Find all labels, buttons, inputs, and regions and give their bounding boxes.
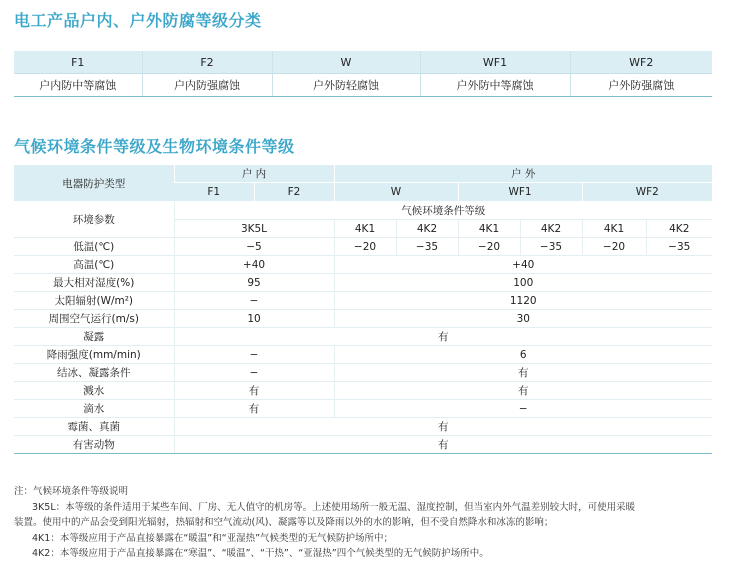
note-4k2: 4K2：本等级应用于产品直接暴露在“寒温”、“暖温”、“干热”、“亚湿热”四个气候类型的无气候防护场所中。: [32, 548, 489, 559]
table-row: [14, 256, 712, 274]
table-cell: 有: [334, 364, 712, 382]
row-label: 高温(℃): [14, 256, 174, 274]
climate-grade-label: 气候环境条件等级: [174, 202, 712, 220]
table-row: [14, 346, 712, 364]
table-cell: 户内防强腐蚀: [142, 74, 272, 97]
table-cell: 户内防中等腐蚀: [14, 74, 142, 97]
table-cell: −: [334, 400, 712, 418]
note-4k1: 4K1：本等级应用于产品直接暴露在“暖温”和“亚湿热”气候类型的无气候防护场所中；: [32, 532, 394, 544]
row-label: 凝露: [14, 328, 174, 346]
table-cell: 有: [174, 418, 712, 436]
table-cell: 有: [174, 328, 712, 346]
header-cell: F2: [254, 183, 334, 202]
note-3k5l: 3K5L：本等级的条件适用于某些车间、厂房、无人值守的机房等。上述使用场所一般无温、湿度控制，但当室内外气温差别较大时，可使用采暖: [32, 501, 636, 513]
header-protection-type: 电器防护类型: [14, 165, 174, 202]
table-cell: 10: [174, 310, 334, 328]
table-cell: 100: [334, 274, 712, 292]
table-cell: 4K1: [582, 220, 646, 238]
table-cell: 户外防强腐蚀: [570, 74, 712, 97]
table-cell: 6: [334, 346, 712, 364]
table-cell: 3K5L: [174, 220, 334, 238]
section-title-corrosion: 电工产品户内、户外防腐等级分类: [14, 11, 262, 30]
notes-block: [14, 484, 736, 562]
table-cell: −20: [334, 238, 396, 256]
table-row: [14, 292, 712, 310]
table-cell: 4K2: [396, 220, 458, 238]
table-cell: −35: [646, 238, 712, 256]
row-label: 周围空气运行(m/s): [14, 310, 174, 328]
header-cell: WF2: [570, 51, 712, 74]
row-label: 低温(℃): [14, 238, 174, 256]
env-param-label: 环境参数: [14, 202, 174, 238]
table-cell: 户外防中等腐蚀: [420, 74, 570, 97]
table-cell: −: [174, 292, 334, 310]
notes-heading: 注：气候环境条件等级说明: [14, 486, 129, 497]
row-label: 霉菌、真菌: [14, 418, 174, 436]
table-row: [14, 274, 712, 292]
header-indoor: 户 内: [174, 165, 334, 183]
table-row: [14, 74, 712, 97]
table-cell: 有: [334, 382, 712, 400]
table-cell: −20: [458, 238, 520, 256]
table-row: [14, 238, 712, 256]
table-cell: 4K2: [646, 220, 712, 238]
table-row: [14, 400, 712, 418]
table-row: [14, 418, 712, 436]
corrosion-grade-table: [14, 51, 712, 97]
table-cell: +40: [334, 256, 712, 274]
table-cell: 有: [174, 382, 334, 400]
table-row: [14, 382, 712, 400]
note-3k5l-cont: 装置。使用中的产品会受到阳光辐射，热辐射和空气流动(风)、凝露等以及降雨以外的水的影响，但不受自然降水和冰冻的影响；: [14, 517, 554, 528]
header-cell: WF2: [582, 183, 712, 202]
table-cell: 95: [174, 274, 334, 292]
table-row: [14, 310, 712, 328]
row-label: 溅水: [14, 382, 174, 400]
table-header-row: [14, 165, 712, 183]
table-header-row: [14, 51, 712, 74]
header-cell: F2: [142, 51, 272, 74]
row-label: 结冰、凝露条件: [14, 364, 174, 382]
row-label: 最大相对湿度(%): [14, 274, 174, 292]
table-cell: −35: [520, 238, 582, 256]
header-cell: F1: [14, 51, 142, 74]
row-label: 降雨强度(mm/min): [14, 346, 174, 364]
table-cell: +40: [174, 256, 334, 274]
table-cell: 户外防轻腐蚀: [272, 74, 420, 97]
row-label: 有害动物: [14, 436, 174, 454]
table-cell: 1120: [334, 292, 712, 310]
header-cell: WF1: [420, 51, 570, 74]
table-cell: 有: [174, 400, 334, 418]
section-title-climate: 气候环境条件等级及生物环境条件等级: [14, 137, 295, 156]
table-cell: 4K1: [458, 220, 520, 238]
header-cell: W: [334, 183, 458, 202]
table-cell: 有: [174, 436, 712, 454]
header-cell: WF1: [458, 183, 582, 202]
table-row: [14, 436, 712, 454]
table-row: [14, 328, 712, 346]
table-cell: −20: [582, 238, 646, 256]
table-cell: 4K2: [520, 220, 582, 238]
table-cell: 4K1: [334, 220, 396, 238]
climate-condition-table: [14, 165, 712, 454]
header-cell: F1: [174, 183, 254, 202]
table-cell: −: [174, 346, 334, 364]
table-row: [14, 364, 712, 382]
table-cell: −5: [174, 238, 334, 256]
table-cell: −: [174, 364, 334, 382]
row-label: 太阳辐射(W/m²): [14, 292, 174, 310]
header-outdoor: 户 外: [334, 165, 712, 183]
header-cell: W: [272, 51, 420, 74]
row-label: 滴水: [14, 400, 174, 418]
table-row: [14, 202, 712, 220]
table-cell: 30: [334, 310, 712, 328]
table-cell: −35: [396, 238, 458, 256]
